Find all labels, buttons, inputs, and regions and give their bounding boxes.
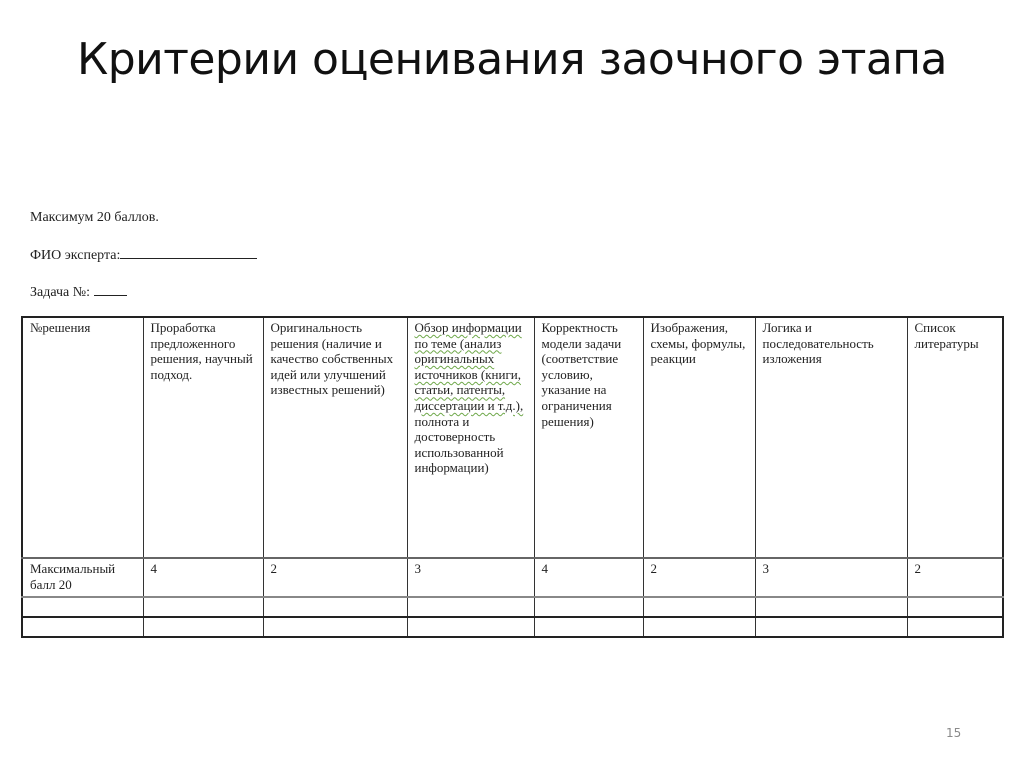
header-cell-references: Список литературы — [907, 317, 1003, 558]
empty-cell — [143, 597, 263, 617]
empty-cell — [263, 617, 407, 637]
header-cell-solution-number: №решения — [22, 317, 143, 558]
header-cell-images: Изображения, схемы, формулы, реакции — [643, 317, 755, 558]
slide-title — [0, 30, 1024, 90]
empty-cell — [22, 597, 143, 617]
expert-name-blank — [120, 246, 257, 259]
empty-cell — [407, 617, 534, 637]
max-score-cell: 4 — [143, 558, 263, 597]
empty-cell — [143, 617, 263, 637]
empty-cell — [534, 597, 643, 617]
header-cell-originality: Оригинальность решения (наличие и качество собственных идей или улучшений известных решений) — [263, 317, 407, 558]
max-score-cell: 2 — [643, 558, 755, 597]
empty-cell — [755, 597, 907, 617]
empty-cell — [407, 597, 534, 617]
expert-name-line — [30, 246, 257, 264]
task-number-line — [30, 283, 127, 301]
slide-number: 15 — [946, 726, 962, 740]
empty-cell — [22, 617, 143, 637]
table-row-empty — [22, 617, 1003, 637]
table-row-empty — [22, 597, 1003, 617]
max-score-cell: 3 — [407, 558, 534, 597]
empty-cell — [263, 597, 407, 617]
empty-cell — [643, 597, 755, 617]
empty-cell — [907, 617, 1003, 637]
header-cell-model-correctness: Корректность модели задачи (соответствие условию, указание на ограничения решения) — [534, 317, 643, 558]
max-score-label: Максимальный балл 20 — [22, 558, 143, 597]
max-points-text: Максимум 20 баллов. — [30, 210, 159, 225]
empty-cell — [907, 597, 1003, 617]
max-score-cell: 2 — [907, 558, 1003, 597]
header-cell-elaboration: Проработка предложенного решения, научный подход. — [143, 317, 263, 558]
header-cell-information-review-continuation: полнота и достоверность использованной информации) — [414, 413, 504, 476]
empty-cell — [643, 617, 755, 637]
empty-cell — [534, 617, 643, 637]
header-cell-logic: Логика и последовательность изложения — [755, 317, 907, 558]
max-score-row — [22, 558, 1003, 597]
table-header-row — [22, 317, 1003, 558]
max-score-cell: 4 — [534, 558, 643, 597]
header-cell-information-review-text: Обзор информации по теме (анализ оригинальных источников (книги, статьи, патенты, диссертации и т.д.), — [414, 320, 524, 413]
task-label: Задача №: — [30, 285, 91, 300]
slide-title-text: Критерии оценивания заочного этапа — [76, 34, 948, 85]
max-score-cell: 3 — [755, 558, 907, 597]
max-score-cell: 2 — [263, 558, 407, 597]
header-cell-information-review — [407, 317, 534, 558]
expert-label: ФИО эксперта: — [30, 248, 121, 263]
empty-cell — [755, 617, 907, 637]
criteria-table — [21, 316, 1004, 638]
task-number-blank — [94, 283, 127, 296]
